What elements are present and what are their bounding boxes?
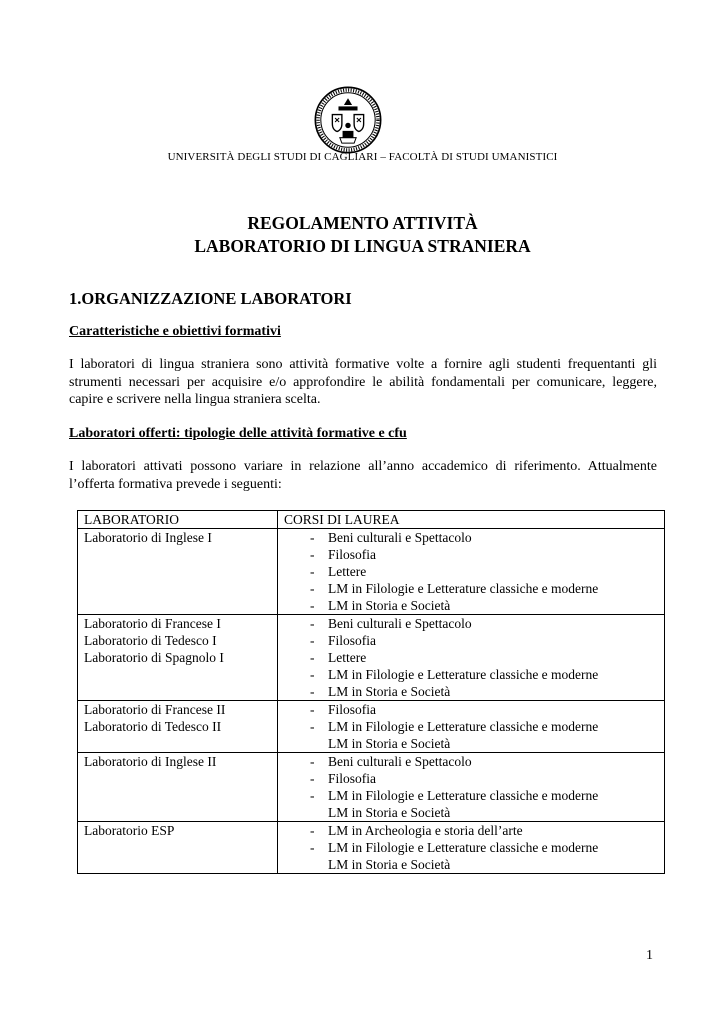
course-item: LM in Storia e Società	[328, 805, 451, 820]
table-body	[78, 529, 665, 874]
course-item: - Beni culturali e Spettacolo	[304, 753, 664, 770]
lab-cell	[78, 529, 278, 615]
courses-list	[284, 701, 664, 752]
course-item: - Filosofia	[304, 546, 664, 563]
document-title-line1: REGOLAMENTO ATTIVITÀ	[247, 213, 478, 233]
lab-name: Laboratorio ESP	[84, 823, 175, 838]
table-row	[78, 701, 665, 753]
paragraph-objectives: I laboratori di lingua straniera sono attività formative volte a fornire agli studenti frequentanti gli strumenti necessari per acquisire e/o approfondire le abilità fondamentali per comunicare, leggere, capire e scrivere nella lingua straniera scelta.	[69, 357, 657, 407]
courses-cell	[278, 822, 665, 874]
column-header-laboratorio: LABORATORIO	[78, 511, 278, 529]
course-item: - LM in Filologie e Letterature classiche e moderne	[304, 666, 664, 683]
lab-name: Laboratorio di Inglese II	[84, 754, 217, 769]
lab-cell	[78, 615, 278, 701]
course-item: - Filosofia	[304, 632, 664, 649]
course-item: - Lettere	[304, 563, 664, 580]
lab-cell	[78, 822, 278, 874]
courses-cell	[278, 529, 665, 615]
courses-list	[284, 753, 664, 821]
lab-name: Laboratorio di Inglese I	[84, 530, 212, 545]
courses-list	[284, 529, 664, 614]
course-item: - LM in Filologie e Letterature classiche e moderne	[304, 787, 664, 804]
university-seal-icon	[314, 86, 382, 154]
courses-cell	[278, 753, 665, 822]
course-item: - Beni culturali e Spettacolo	[304, 615, 664, 632]
course-item: LM in Storia e Società	[328, 736, 451, 751]
courses-cell	[278, 615, 665, 701]
course-item: - LM in Storia e Società	[304, 597, 664, 614]
subheading-objectives: Caratteristiche e obiettivi formativi	[69, 324, 281, 339]
courses-list	[284, 615, 664, 700]
lab-name: Laboratorio di Francese I	[84, 616, 221, 631]
section-heading: 1.ORGANIZZAZIONE LABORATORI	[69, 289, 352, 308]
table-row	[78, 753, 665, 822]
courses-cell	[278, 701, 665, 753]
course-item: - LM in Filologie e Letterature classiche e moderne	[304, 580, 664, 597]
page-number: 1	[646, 948, 653, 963]
table-row	[78, 822, 665, 874]
course-item: - LM in Filologie e Letterature classiche e moderne	[304, 718, 664, 735]
lab-name: Laboratorio di Francese II	[84, 702, 226, 717]
document-title-line2: LABORATORIO DI LINGUA STRANIERA	[194, 236, 531, 256]
lab-name: Laboratorio di Spagnolo I	[84, 650, 224, 665]
courses-list	[284, 822, 664, 873]
course-item: - LM in Archeologia e storia dell’arte	[304, 822, 664, 839]
lab-cell	[78, 701, 278, 753]
course-item: - LM in Storia e Società	[304, 683, 664, 700]
labs-table	[77, 510, 665, 874]
paragraph-offered-labs: I laboratori attivati possono variare in relazione all’anno accademico di riferimento. Attualmente l’offerta formativa prevede i seguenti:	[69, 459, 657, 492]
lab-name: Laboratorio di Tedesco II	[84, 719, 222, 734]
column-header-corsi: CORSI DI LAUREA	[278, 511, 665, 529]
course-item: - Filosofia	[304, 770, 664, 787]
table-row	[78, 529, 665, 615]
course-item: - LM in Filologie e Letterature classiche e moderne	[304, 839, 664, 856]
course-item: - Lettere	[304, 649, 664, 666]
course-item: - Beni culturali e Spettacolo	[304, 529, 664, 546]
lab-cell	[78, 753, 278, 822]
course-item: LM in Storia e Società	[328, 857, 451, 872]
lab-name: Laboratorio di Tedesco I	[84, 633, 217, 648]
university-name: UNIVERSITÀ DEGLI STUDI DI CAGLIARI – FACOLTÀ DI STUDI UMANISTICI	[167, 151, 558, 163]
table-row	[78, 615, 665, 701]
course-item: - Filosofia	[304, 701, 664, 718]
table-header-row	[78, 511, 665, 529]
subheading-offered-labs: Laboratori offerti: tipologie delle attività formative e cfu	[69, 426, 407, 441]
